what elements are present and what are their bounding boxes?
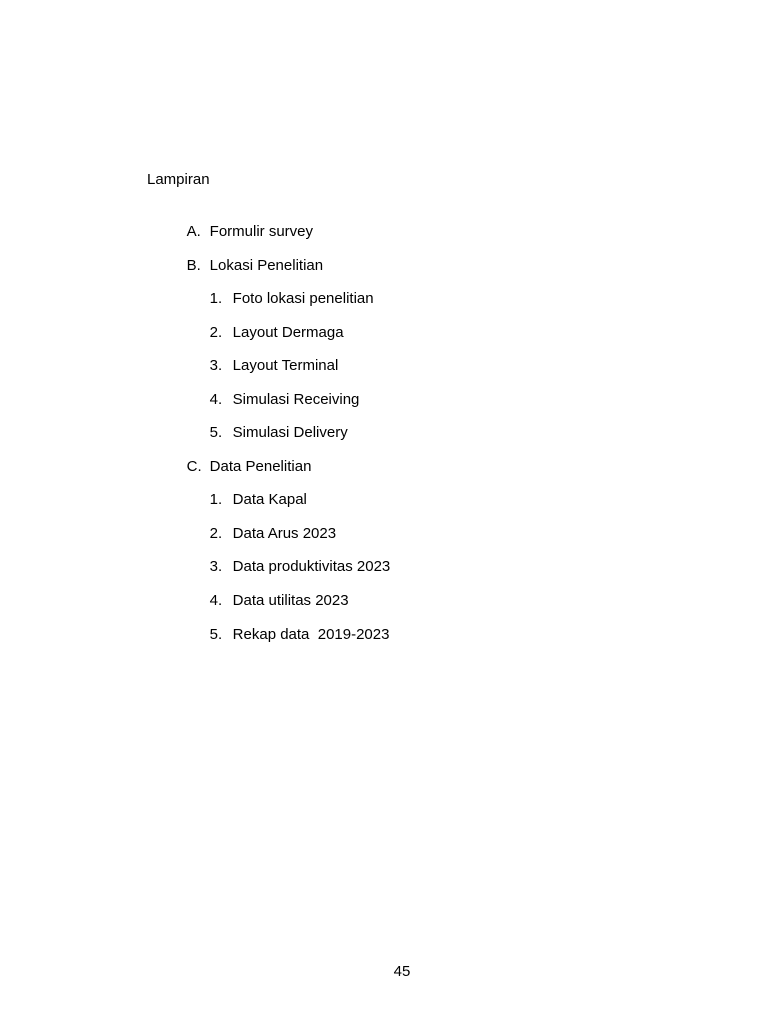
item-marker: 2. (209, 324, 223, 341)
item-label: Data produktivitas 2023 (232, 558, 391, 575)
list-item (193, 608, 389, 662)
item-marker: 3. (209, 357, 223, 374)
section-label: Lokasi Penelitian (209, 257, 324, 274)
item-marker: 5. (209, 626, 223, 643)
item-marker: 2. (209, 525, 223, 542)
item-label: Data Arus 2023 (232, 525, 337, 542)
page-number: 45 (393, 963, 411, 980)
item-label: Rekap data 2019-2023 (232, 626, 390, 643)
section-label: Data Penelitian (209, 458, 312, 475)
item-label: Foto lokasi penelitian (232, 290, 374, 307)
item-label: Layout Terminal (232, 357, 339, 374)
item-marker: 1. (209, 491, 223, 508)
item-label: Data Kapal (232, 491, 307, 508)
item-label: Layout Dermaga (232, 324, 344, 341)
item-label: Simulasi Delivery (232, 424, 348, 441)
item-label: Data utilitas 2023 (232, 592, 349, 609)
item-marker: 4. (209, 391, 223, 408)
section-marker: B. (186, 257, 201, 274)
section-label: Formulir survey (209, 223, 314, 240)
item-label: Simulasi Receiving (232, 391, 360, 408)
item-marker: 4. (209, 592, 223, 609)
item-marker: 1. (209, 290, 223, 307)
section-marker: A. (186, 223, 201, 240)
section-marker: C. (186, 458, 202, 475)
item-marker: 5. (209, 424, 223, 441)
item-marker: 3. (209, 558, 223, 575)
page-title: Lampiran (147, 171, 210, 188)
